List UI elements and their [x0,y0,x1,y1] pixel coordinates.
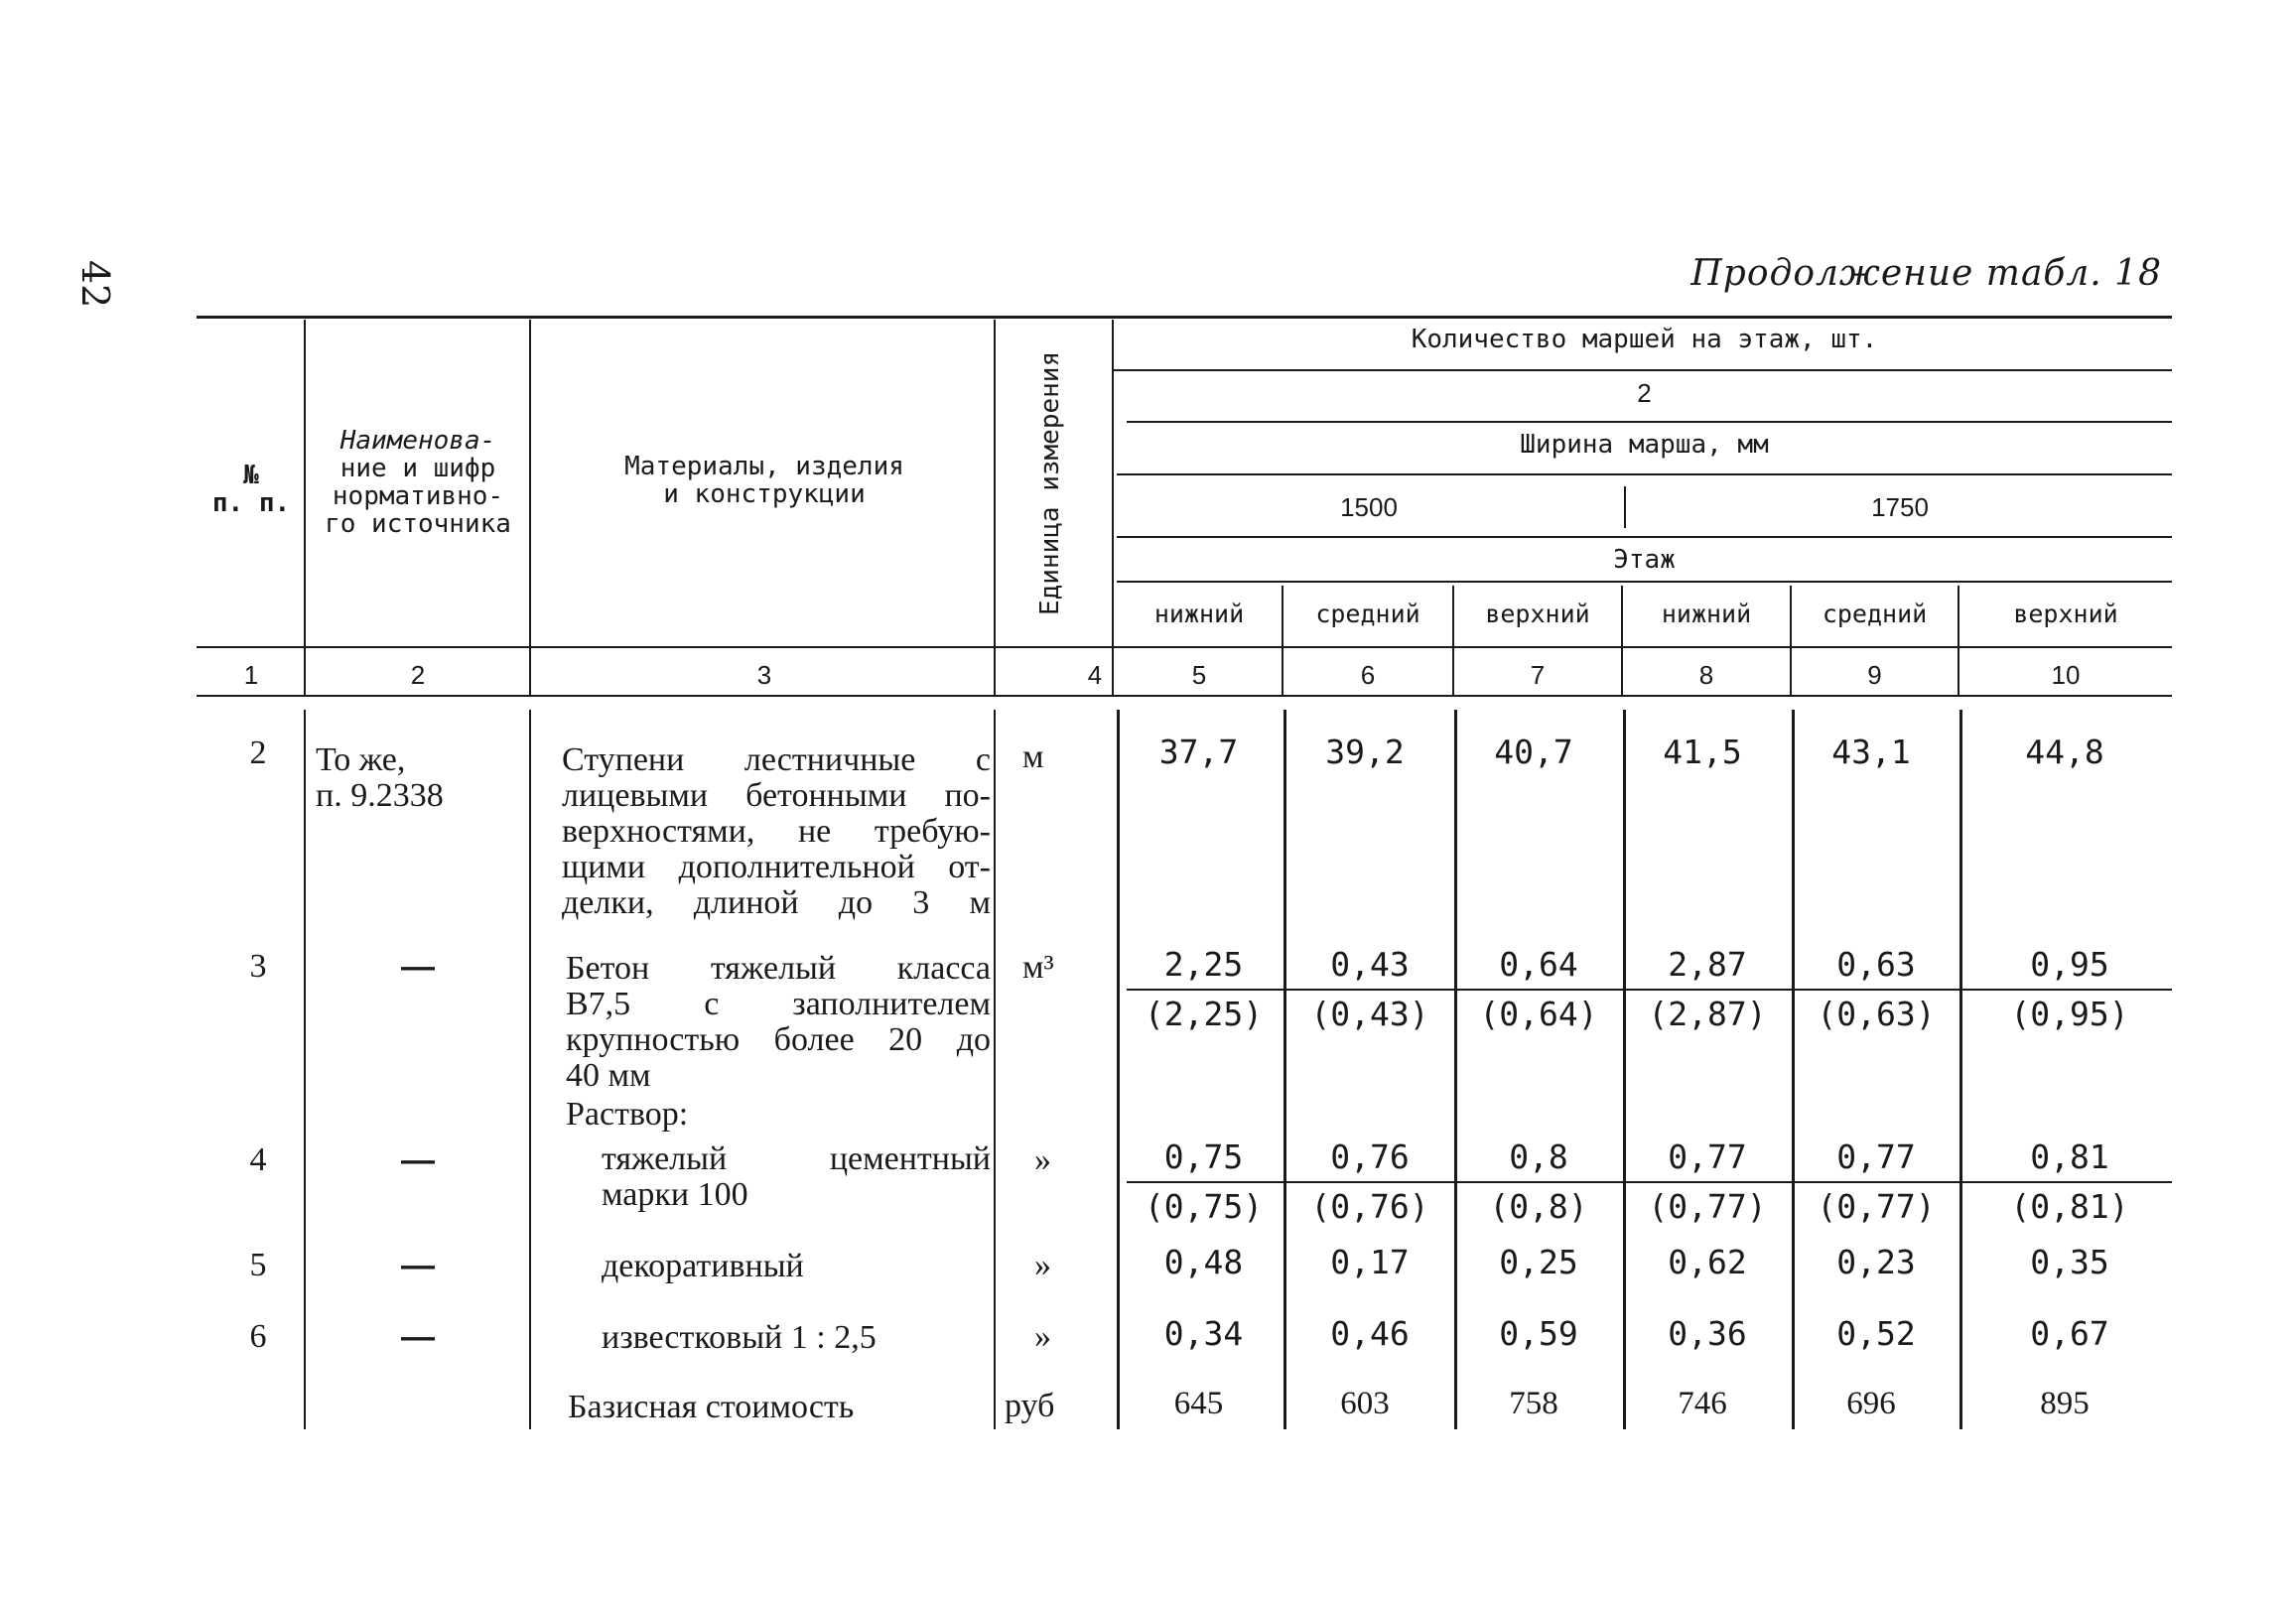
qty-rule [1112,369,2172,371]
floor-rule [1117,581,2172,583]
row3-fraction-rule [1127,989,2172,991]
base-cost-5: 645 [1173,1386,1224,1421]
body-divider-2 [529,710,531,1429]
row6-val-5: 0,34 [1163,1314,1244,1353]
width-divider [1624,486,1626,528]
count-rule [1127,421,2172,423]
colnum-bottom-rule [197,695,2172,697]
body-divider-5 [1283,710,1286,1429]
table-caption: Продолжение табл. 18 [1690,253,2162,294]
header-col1: № п. п. [211,461,291,518]
header-width: Ширина марша, мм [1520,430,1769,460]
row5-val-7: 0,25 [1499,1243,1578,1281]
floor-middle-1500: средний [1315,600,1420,628]
page-number: 42 [73,260,117,309]
row2-unit: м [1022,738,1044,775]
widthval-rule [1117,536,2172,538]
colnum-1: 1 [243,660,259,690]
row2-val-10: 44,8 [2025,733,2104,771]
row4-paren-6: (0,76) [1310,1187,1429,1226]
row3-num: 3 [249,948,267,985]
row5-val-6: 0,17 [1330,1243,1410,1281]
row5-source: — [401,1247,435,1284]
row5-val-5: 0,48 [1163,1243,1244,1281]
colnum-10: 10 [2051,660,2081,690]
row4-val-9: 0,77 [1836,1137,1916,1176]
row2-val-5: 37,7 [1158,733,1239,771]
row3-paren-9: (0,63) [1817,995,1936,1033]
row2-material: Ступени лестничные с лицевыми бетонными по- верхностями, не требую- щими дополнительной от- делки, длиной до 3 м [562,741,991,921]
colnum-4: 4 [1087,660,1103,690]
row4-fraction-rule [1127,1181,2172,1183]
row4-val-7: 0,8 [1509,1137,1568,1176]
row3-material: Бетон тяжелый класса В7,5 с заполнителем крупностью более 20 до 40 мм [566,950,991,1094]
body-divider-4 [1117,710,1120,1429]
col-divider-1 [304,320,306,697]
row2-val-6: 39,2 [1325,733,1405,771]
header-width-1750: 1750 [1871,492,1929,522]
colnum-8: 8 [1698,660,1714,690]
row3-val-6: 0,43 [1330,945,1410,984]
colnum-3: 3 [756,660,772,690]
col-divider-2 [529,320,531,697]
row2-val-7: 40,7 [1494,733,1573,771]
body-divider-3 [994,710,996,1429]
row3-paren-10: (0,95) [2010,995,2129,1033]
col-divider-4 [1112,320,1114,697]
header-qty: Количество маршей на этаж, шт. [1411,325,1878,354]
base-cost-label: Базисная стоимость [568,1389,855,1425]
row3-val-9: 0,63 [1836,945,1916,984]
row6-val-9: 0,52 [1836,1314,1916,1353]
base-cost-unit: руб [1005,1388,1055,1424]
body-divider-8 [1792,710,1795,1429]
floor-upper-1750: верхний [2013,600,2118,628]
row4-unit: » [1034,1141,1051,1178]
row5-val-8: 0,62 [1668,1243,1747,1281]
floor-lower-1500: нижний [1153,600,1245,628]
row6-val-10: 0,67 [2030,1314,2109,1353]
colnum-5: 5 [1191,660,1207,690]
header-qty-value: 2 [1637,378,1652,408]
row6-val-7: 0,59 [1499,1314,1578,1353]
header-floor: Этаж [1613,545,1676,575]
row4-val-5: 0,75 [1163,1137,1244,1176]
colnum-9: 9 [1867,660,1882,690]
row3-paren-6: (0,43) [1310,995,1429,1033]
row3-paren-5: (2,25) [1144,995,1264,1033]
row4-paren-9: (0,77) [1817,1187,1936,1226]
row3-val-8: 2,87 [1668,945,1747,984]
header-col3: Материалы, изделия и конструкции [624,452,904,509]
body-divider-6 [1454,710,1457,1429]
width-rule [1117,473,2172,475]
row3-val-10: 0,95 [2030,945,2109,984]
header-col4: Единица измерения [1035,350,1065,615]
row6-val-6: 0,46 [1330,1314,1410,1353]
colnum-2: 2 [410,660,426,690]
colnum-7: 7 [1530,660,1546,690]
floor-middle-1750: средний [1822,600,1928,628]
row3-paren-8: (2,87) [1648,995,1767,1033]
row4-paren-7: (0,8) [1489,1187,1588,1226]
row2-source: То же, п. 9.2338 [316,741,444,814]
row2-val-8: 41,5 [1663,733,1742,771]
row4-paren-8: (0,77) [1648,1187,1767,1226]
row5-material: декоративный [602,1248,804,1284]
row5-unit: » [1034,1247,1051,1283]
floor-lower-1750: нижний [1661,600,1752,628]
body-divider-9 [1959,710,1962,1429]
base-cost-7: 758 [1509,1386,1558,1421]
row6-val-8: 0,36 [1668,1314,1747,1353]
row3-val-7: 0,64 [1499,945,1578,984]
row4-val-10: 0,81 [2030,1137,2109,1176]
row6-unit: » [1034,1318,1051,1355]
row3-val-5: 2,25 [1163,945,1244,984]
row4-paren-10: (0,81) [2010,1187,2129,1226]
row4-val-6: 0,76 [1330,1137,1410,1176]
row4-num: 4 [249,1141,267,1178]
row6-source: — [401,1318,435,1356]
row3-source: — [401,948,435,986]
base-cost-10: 895 [2040,1386,2090,1421]
body-divider-7 [1623,710,1626,1429]
header-col2: Наименова- ние и шифр нормативно- го источника [325,426,511,539]
row4-paren-5: (0,75) [1144,1187,1264,1226]
table-top-rule [197,316,2172,319]
row5-val-10: 0,35 [2030,1243,2109,1281]
row3-paren-7: (0,64) [1479,995,1598,1033]
floor-upper-1500: верхний [1485,600,1590,628]
row6-num: 6 [249,1318,267,1355]
base-cost-8: 746 [1678,1386,1727,1421]
colnum-6: 6 [1360,660,1376,690]
col-divider-3 [994,320,996,697]
group-label-mortar: Раствор: [566,1096,689,1133]
row3-unit: м³ [1022,949,1054,986]
row2-num: 2 [249,735,267,771]
row4-val-8: 0,77 [1668,1137,1747,1176]
row5-val-9: 0,23 [1836,1243,1916,1281]
row6-material: известковый 1 : 2,5 [602,1319,877,1356]
header-bottom-rule [197,646,2172,648]
row2-val-9: 43,1 [1831,733,1911,771]
base-cost-6: 603 [1340,1386,1390,1421]
row4-material: тяжелый цементный марки 100 [602,1140,991,1213]
row5-num: 5 [249,1247,267,1283]
header-width-1500: 1500 [1340,492,1398,522]
row4-source: — [401,1141,435,1179]
base-cost-9: 696 [1846,1386,1896,1421]
